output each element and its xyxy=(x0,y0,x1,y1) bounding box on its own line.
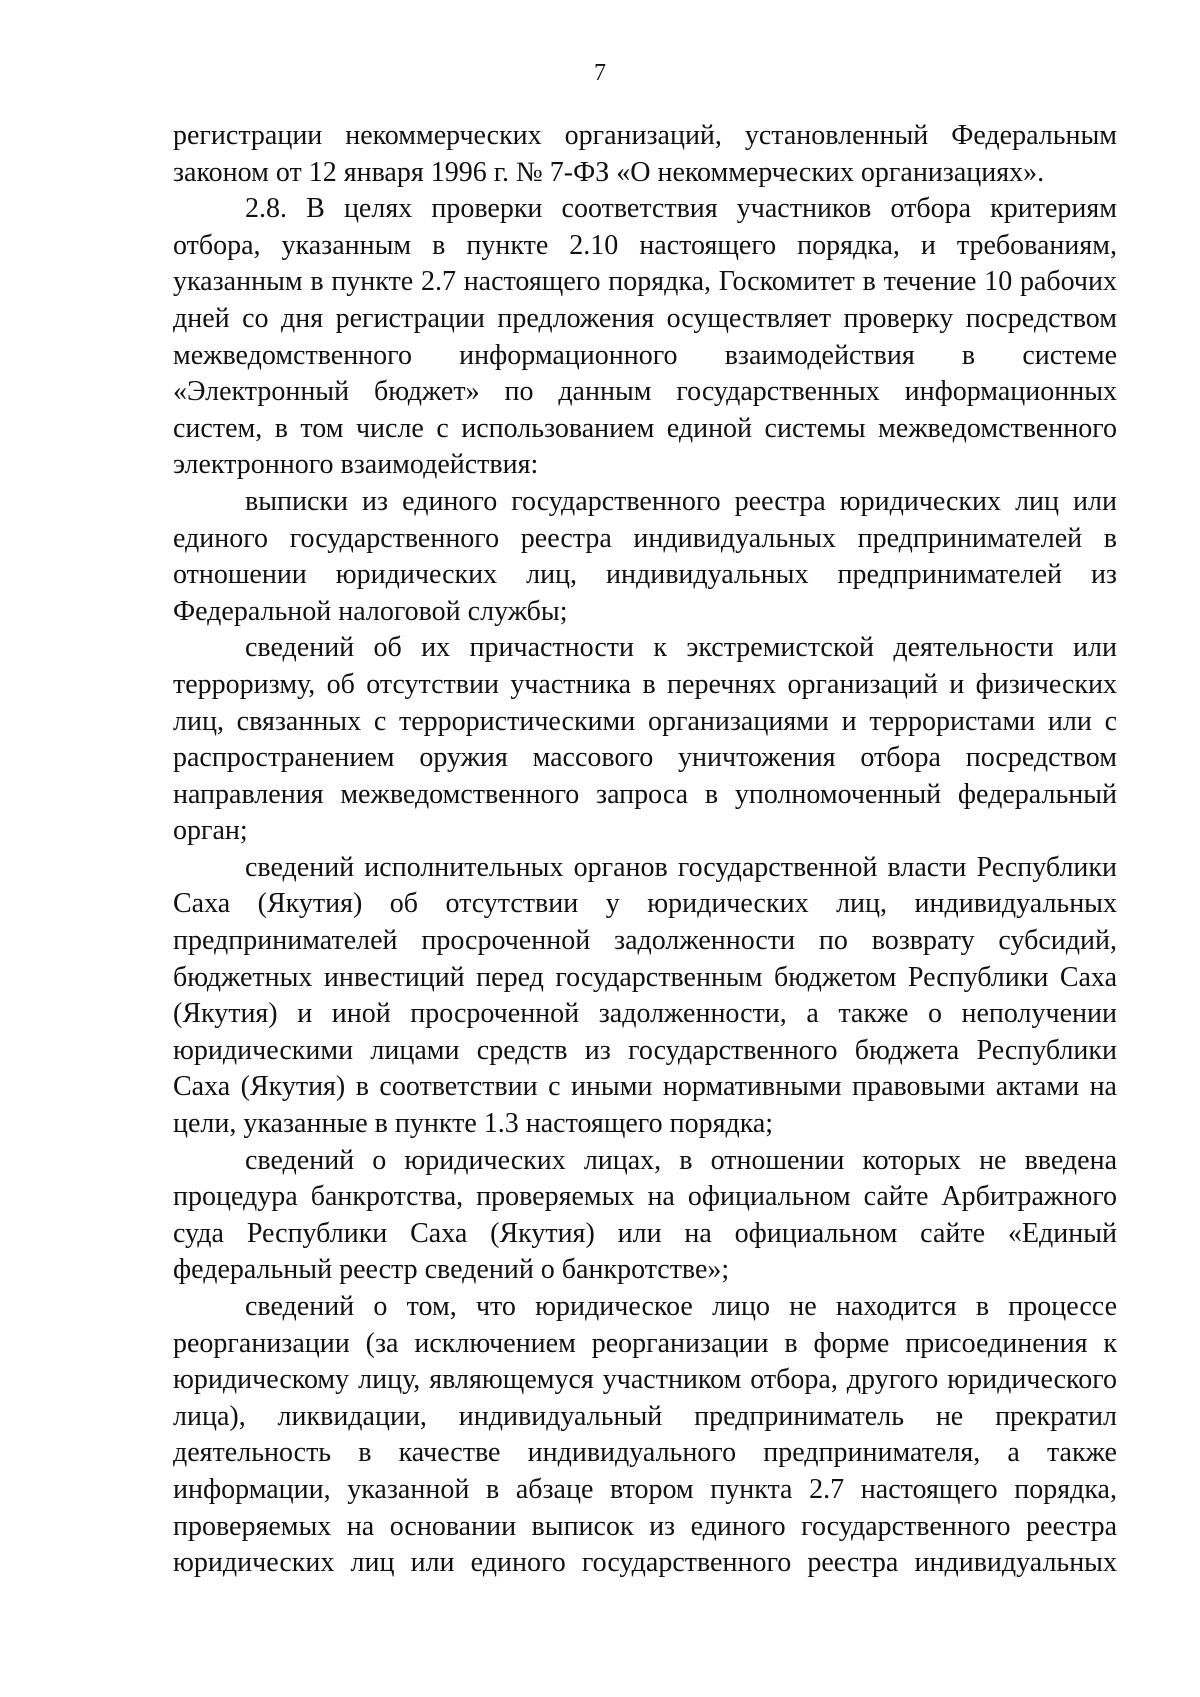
paragraph-reorganization-info: сведений о том, что юридическое лицо не находится в процессе реорганизации (за исключением реорганизации в форме присоединения к юридическому лицу, являющемуся участником отбора, другого юридического лица), ликвидации, индивидуальный предприниматель не прекратил деятельность в качестве индивидуального предпринимателя, а также информации, указанной в абзаце втором пункта 2.7 настоящего порядка, проверяемых на основании выписок из единого государственного реестра юридических лиц или единого государственного реестра индивидуальных xyxy=(173,1291,1117,1579)
paragraph-continuation: регистрации некоммерческих организаций, установленный Федеральным законом от 12 января 1996 г. № 7-ФЗ «О некоммерческих организациях». xyxy=(173,120,1117,188)
paragraph-clause-2-8: 2.8. В целях проверки соответствия участников отбора критериям отбора, указанным в пункте 2.10 настоящего порядка, и требованиям, указанным в пункте 2.7 настоящего порядка, Госкомитет в течение 10 рабочих дней со дня регистрации предложения осуществляет проверку посредством межведомственного информационного взаимодействия в системе «Электронный бюджет» по данным государственных информационных систем, в том числе с использованием единой системы межведомственного электронного взаимодействия: xyxy=(173,193,1117,481)
paragraph-debt-info: сведений исполнительных органов государственной власти Республики Саха (Якутия) об отсутствии у юридических лиц, индивидуальных предпринимателей просроченной задолженности по возврату субсидий, бюджетных инвестиций перед государственным бюджетом Республики Саха (Якутия) и иной просроченной задолженности, а также о неполучении юридическими лицами средств из государственного бюджета Республики Саха (Якутия) в соответствии с иными нормативными правовыми актами на цели, указанные в пункте 1.3 настоящего порядка; xyxy=(173,851,1117,1140)
document-body xyxy=(173,118,1117,1582)
paragraph-egrul-extract: выписки из единого государственного реестра юридических лиц или единого государственного реестра индивидуальных предпринимателей в отношении юридических лиц, индивидуальных предпринимателей из Федеральной налоговой службы; xyxy=(173,485,1117,627)
paragraph-bankruptcy-info: сведений о юридических лицах, в отношении которых не введена процедура банкротства, проверяемых на официальном сайте Арбитражного суда Республики Саха (Якутия) или на официальном сайте «Единый федеральный реестр сведений о банкротстве»; xyxy=(173,1144,1117,1286)
paragraph-extremism-info: сведений об их причастности к экстремистской деятельности или терроризму, об отсутствии участника в перечнях организаций и физических лиц, связанных с террористическими организациями и террористами или с распространением оружия массового уничтожения отбора посредством направления межведомственного запроса в уполномоченный федеральный орган; xyxy=(173,632,1117,847)
page-number: 7 xyxy=(594,60,606,86)
